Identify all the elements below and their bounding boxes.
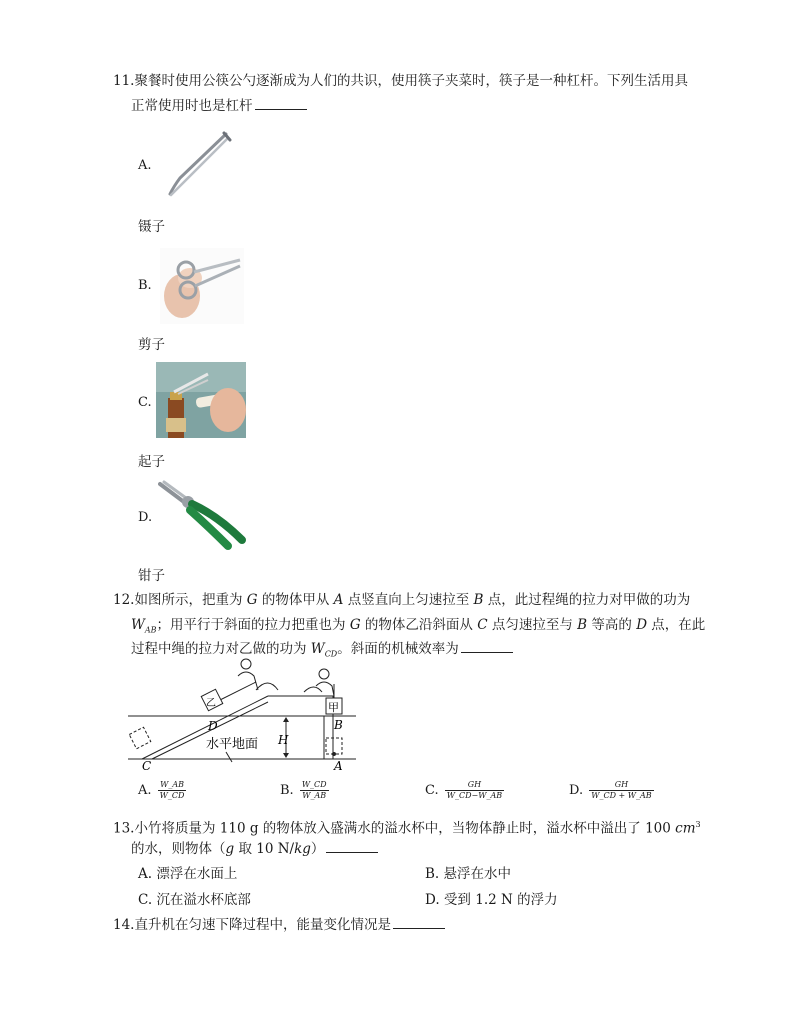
q13-choice-d — [425, 888, 558, 908]
scissors-image — [160, 248, 244, 324]
q11-option-d-name: 钳子 — [138, 568, 165, 584]
q12-text: 。斜面的机械效率为 — [337, 641, 459, 657]
q12-choice-a-fraction — [158, 780, 187, 801]
incline-diagram — [128, 656, 368, 772]
q11-answer-blank — [255, 97, 307, 110]
q12-choice-d-letter: D. — [569, 783, 584, 798]
q11-number: 11. — [113, 73, 135, 89]
q13-choice-a-letter: A. — [138, 866, 153, 882]
q13-mass: 110 g — [219, 820, 259, 837]
q11-option-b-name: 剪子 — [138, 337, 165, 353]
q13-choice-a-text: 漂浮在水面上 — [156, 866, 238, 882]
q14-number: 14. — [113, 917, 135, 933]
q13-volume: 100 — [645, 820, 671, 837]
q12-text: 点，在此 — [647, 617, 706, 633]
q13-g: g — [225, 841, 235, 857]
q13-text: 的水，则物体（ — [131, 841, 226, 857]
q12-w: W — [310, 641, 325, 657]
q12-var-c: C — [477, 617, 488, 633]
q12-w: W — [131, 617, 145, 633]
q13-volume-unit: cm — [675, 820, 696, 837]
q12-text: ；用平行于斜面的拉力把重也为 — [156, 617, 350, 633]
fraction-numerator: W_AB — [158, 780, 187, 791]
label-d: D — [208, 719, 218, 733]
q12-var-b: B — [577, 617, 588, 633]
q13-choice-d-text: 受到 1.2 N 的浮力 — [443, 892, 558, 908]
ground-label: 水平地面 — [206, 737, 259, 752]
q12-var-a: A — [333, 592, 344, 608]
q13-text: 小竹将质量为 — [134, 820, 220, 837]
q13-line1 — [113, 816, 701, 838]
q12-var-g: G — [349, 617, 361, 633]
q12-choice-b-letter: B. — [280, 783, 294, 798]
fraction-denominator: W_CD−W_AB — [446, 791, 503, 800]
q11-option-d-letter: D. — [138, 510, 153, 525]
q12-sub-ab: AB — [144, 625, 157, 635]
label-h: H — [278, 733, 289, 747]
label-c: C — [142, 759, 152, 772]
q13-kg: kg — [294, 841, 311, 857]
q12-choice-c-letter: C. — [425, 783, 439, 798]
q13-volume-exponent: 3 — [695, 820, 701, 829]
q12-var-d: D — [636, 617, 648, 633]
q11-text-line1: 聚餐时使用公筷公勺逐渐成为人们的共识，使用筷子夹菜时，筷子是一种杠杆。下列生活用具 — [134, 73, 688, 89]
q12-text: 点竖直向上匀速拉至 — [343, 592, 474, 608]
q13-answer-blank — [326, 840, 378, 853]
q11-option-c-letter: C. — [138, 395, 152, 410]
q13-choice-a — [138, 862, 237, 882]
q12-choice-a — [138, 780, 186, 801]
q11-text-line2: 正常使用时也是杠杆 — [131, 98, 253, 114]
q12-choice-d — [569, 780, 654, 801]
q12-number: 12. — [113, 592, 135, 608]
q13-text: ） — [310, 841, 325, 857]
label-a: A — [334, 759, 343, 772]
fraction-numerator: GH — [445, 780, 504, 791]
q14-answer-blank — [393, 916, 445, 929]
fraction-numerator: W_CD — [301, 780, 327, 789]
q12-choice-b — [280, 780, 329, 801]
q12-answer-blank — [461, 640, 513, 653]
q12-var-g: G — [246, 592, 258, 608]
fraction-denominator: W_AB — [302, 791, 327, 800]
q13-choice-c-text: 沉在溢水杯底部 — [156, 892, 251, 908]
q12-choice-b-fraction — [300, 780, 329, 801]
q12-line2 — [131, 616, 705, 640]
q12-choice-a-letter: A. — [138, 783, 152, 798]
q12-var-b: B — [473, 592, 484, 608]
q12-choice-c — [425, 780, 504, 801]
fraction-denominator: W_CD + W_AB — [591, 791, 652, 800]
label-b: B — [334, 718, 343, 732]
q13-choice-b-text: 悬浮在水中 — [443, 866, 512, 882]
q11-option-a-letter: A. — [138, 158, 152, 173]
q12-choice-c-fraction — [445, 780, 504, 801]
q12-sub-cd: CD — [324, 649, 338, 659]
q12-text: 的物体乙沿斜面从 — [360, 617, 478, 633]
q13-choice-c — [138, 888, 251, 908]
q11-line1 — [113, 72, 688, 90]
q14-text: 直升机在匀速下降过程中，能量变化情况是 — [134, 917, 391, 933]
label-yi: 乙 — [206, 698, 216, 709]
q11-option-b-letter: B. — [138, 278, 152, 293]
bottle-opener-image — [156, 362, 246, 438]
q13-choice-d-letter: D. — [425, 892, 440, 908]
q13-text: 的物体放入盛满水的溢水杯中，当物体静止时，溢水杯中溢出了 — [258, 820, 646, 837]
q11-line2 — [131, 97, 307, 115]
q12-text: 的物体甲从 — [257, 592, 334, 608]
q12-text: 如图所示，把重为 — [134, 592, 247, 608]
q13-number: 13. — [113, 820, 135, 837]
q13-text: 取 10 N/ — [234, 841, 295, 857]
q12-line1 — [113, 591, 690, 609]
q13-choice-b-letter: B. — [425, 866, 440, 882]
q12-text: 点匀速拉至与 — [487, 617, 578, 633]
q12-text: 过程中绳的拉力对乙做的功为 — [131, 641, 311, 657]
q12-choice-d-fraction — [589, 780, 653, 801]
pliers-image — [158, 480, 246, 552]
q11-option-a-name: 镊子 — [138, 219, 165, 235]
q13-choice-b — [425, 862, 511, 882]
q14-line1 — [113, 916, 445, 934]
q12-text: 点，此过程绳的拉力对甲做的功为 — [483, 592, 691, 608]
q13-choice-c-letter: C. — [138, 892, 153, 908]
label-jia: 甲 — [328, 701, 339, 714]
q11-option-c-name: 起子 — [138, 454, 165, 470]
tweezers-image — [160, 128, 232, 198]
fraction-denominator: W_CD — [159, 791, 185, 800]
q12-text: 等高的 — [587, 617, 637, 633]
fraction-numerator: GH — [589, 780, 653, 791]
q13-line2 — [131, 840, 378, 858]
